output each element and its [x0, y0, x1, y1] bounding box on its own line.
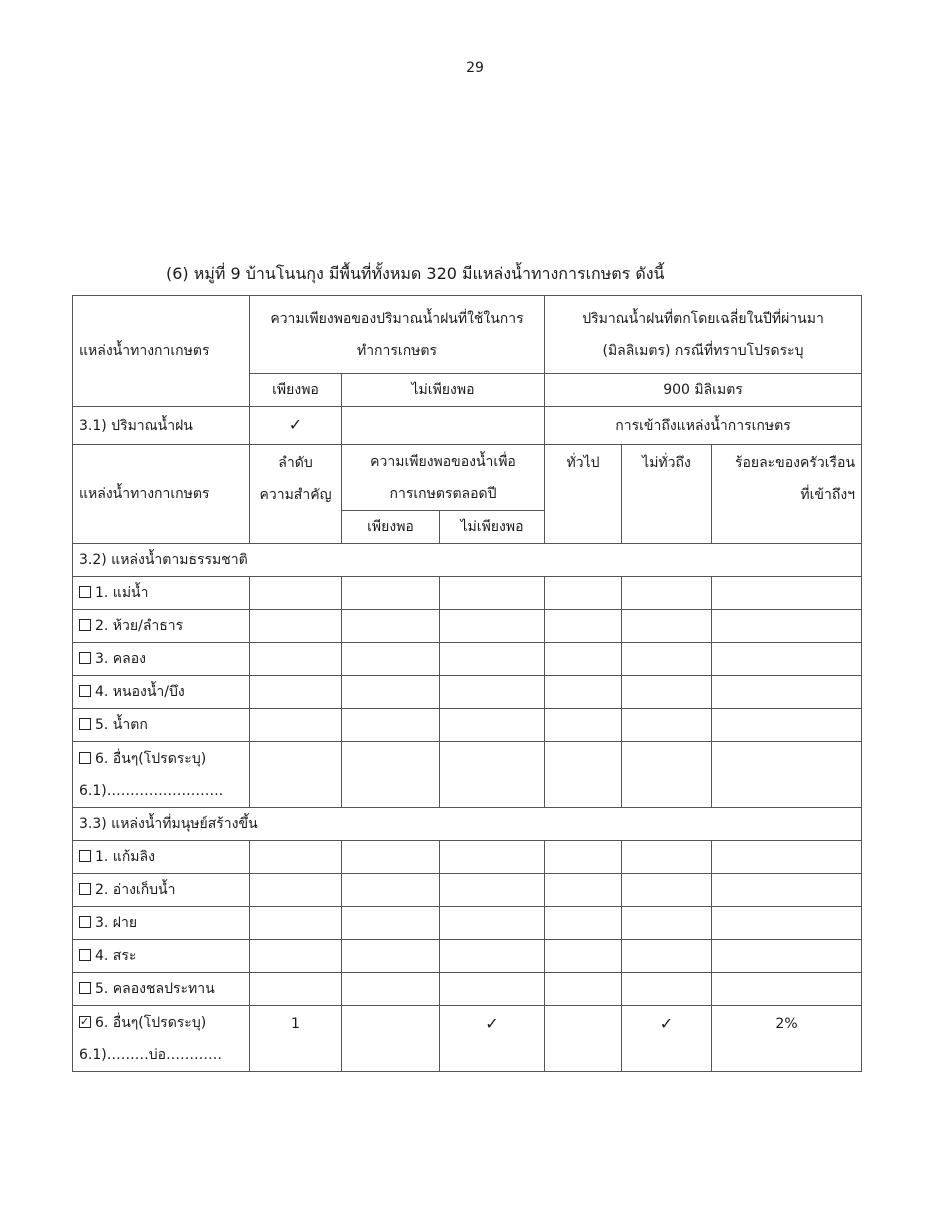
table-row — [73, 643, 862, 676]
other-not-enough-check — [440, 1006, 545, 1072]
section-heading: (6) หมู่ที่ 9 บ้านโนนกุง มีพื้นที่ทั้งหมด 320 มีแหล่งน้ำทางการเกษตร ดังนี้ — [166, 264, 665, 283]
table-row — [73, 874, 862, 907]
checkbox-icon[interactable] — [79, 752, 91, 764]
check-mark-icon: ✓ — [288, 415, 303, 434]
list-item: 4. สระ — [73, 940, 250, 973]
header-not-enough: ไม่เพียงพอ — [342, 374, 545, 407]
checkbox-icon[interactable] — [79, 883, 91, 895]
header-general: ทั่วไป — [545, 445, 622, 544]
rainfall-value: 900 มิลิเมตร — [545, 374, 862, 407]
header-priority: ลำดับ ความสำคัญ — [250, 445, 342, 544]
checkbox-icon[interactable] — [79, 718, 91, 730]
list-item: 4. หนองน้ำ/บึง — [73, 676, 250, 709]
rain-enough-check — [250, 407, 342, 445]
checkbox-icon[interactable] — [79, 619, 91, 631]
list-item: 6. อื่นๆ(โปรดระบุ) 6.1)……………………. — [73, 742, 250, 808]
list-item: 3. คลอง — [73, 643, 250, 676]
checkbox-icon[interactable] — [79, 982, 91, 994]
checkbox-icon[interactable] — [79, 652, 91, 664]
list-item: 5. น้ำตก — [73, 709, 250, 742]
table-row — [73, 841, 862, 874]
other-not-general-check — [622, 1006, 712, 1072]
header-percent: ร้อยละของครัวเรือน ที่เข้าถึงฯ — [712, 445, 862, 544]
table-row — [73, 973, 862, 1006]
check-mark-icon: ✓ — [485, 1014, 499, 1033]
list-item: 2. ห้วย/ลำธาร — [73, 610, 250, 643]
checked-checkbox-icon[interactable] — [79, 1016, 91, 1028]
table-row — [73, 907, 862, 940]
table-row — [73, 676, 862, 709]
manmade-section-title: 3.3) แหล่งน้ำที่มนุษย์สร้างขึ้น — [73, 808, 862, 841]
checkbox-icon[interactable] — [79, 916, 91, 928]
header-not-general: ไม่ทั่วถึง — [622, 445, 712, 544]
list-item: 2. อ่างเก็บน้ำ — [73, 874, 250, 907]
checkbox-icon[interactable] — [79, 685, 91, 697]
table-row — [73, 742, 862, 808]
other-detail: 6.1)………บ่อ………… — [79, 1046, 223, 1063]
list-item: 1. แม่น้ำ — [73, 577, 250, 610]
header2-enough: เพียงพอ — [342, 511, 440, 544]
rain-row-label: 3.1) ปริมาณน้ำฝน — [73, 407, 250, 445]
other-percent: 2% — [712, 1006, 862, 1072]
page-number: 29 — [466, 60, 484, 76]
header-avg-rainfall: ปริมาณน้ำฝนที่ตกโดยเฉลี่ยในปีที่ผ่านมา (มิลลิเมตร) กรณีที่ทราบโปรดระบุ — [545, 296, 862, 374]
header2-not-enough: ไม่เพียงพอ — [440, 511, 545, 544]
checkbox-icon[interactable] — [79, 949, 91, 961]
natural-section-title: 3.2) แหล่งน้ำตามธรรมชาติ — [73, 544, 862, 577]
table-row — [73, 940, 862, 973]
checkbox-icon[interactable] — [79, 850, 91, 862]
table-row — [73, 1006, 862, 1072]
header-yearround-sufficiency: ความเพียงพอของน้ำเพื่อ การเกษตรตลอดปี — [342, 445, 545, 511]
check-mark-icon: ✓ — [659, 1014, 674, 1033]
table-row — [73, 577, 862, 610]
header-source: แหล่งน้ำทางกาเกษตร — [73, 296, 250, 407]
list-item: 3. ฝาย — [73, 907, 250, 940]
list-item: ✓6. อื่นๆ(โปรดระบุ) 6.1)………บ่อ………… — [73, 1006, 250, 1072]
other-detail: 6.1)……………………. — [79, 782, 224, 799]
rain-not-enough-cell — [342, 407, 545, 445]
other-priority: 1 — [250, 1006, 342, 1072]
header2-source: แหล่งน้ำทางกาเกษตร — [73, 445, 250, 544]
header-enough: เพียงพอ — [250, 374, 342, 407]
checkbox-icon[interactable] — [79, 586, 91, 598]
water-source-table — [72, 295, 862, 1072]
list-item: 1. แก้มลิง — [73, 841, 250, 874]
header-rain-sufficiency: ความเพียงพอของปริมาณน้ำฝนที่ใช้ในการ ทำการเกษตร — [250, 296, 545, 374]
access-title: การเข้าถึงแหล่งน้ำการเกษตร — [545, 407, 862, 445]
table-row — [73, 610, 862, 643]
list-item: 5. คลองชลประทาน — [73, 973, 250, 1006]
table-row — [73, 709, 862, 742]
